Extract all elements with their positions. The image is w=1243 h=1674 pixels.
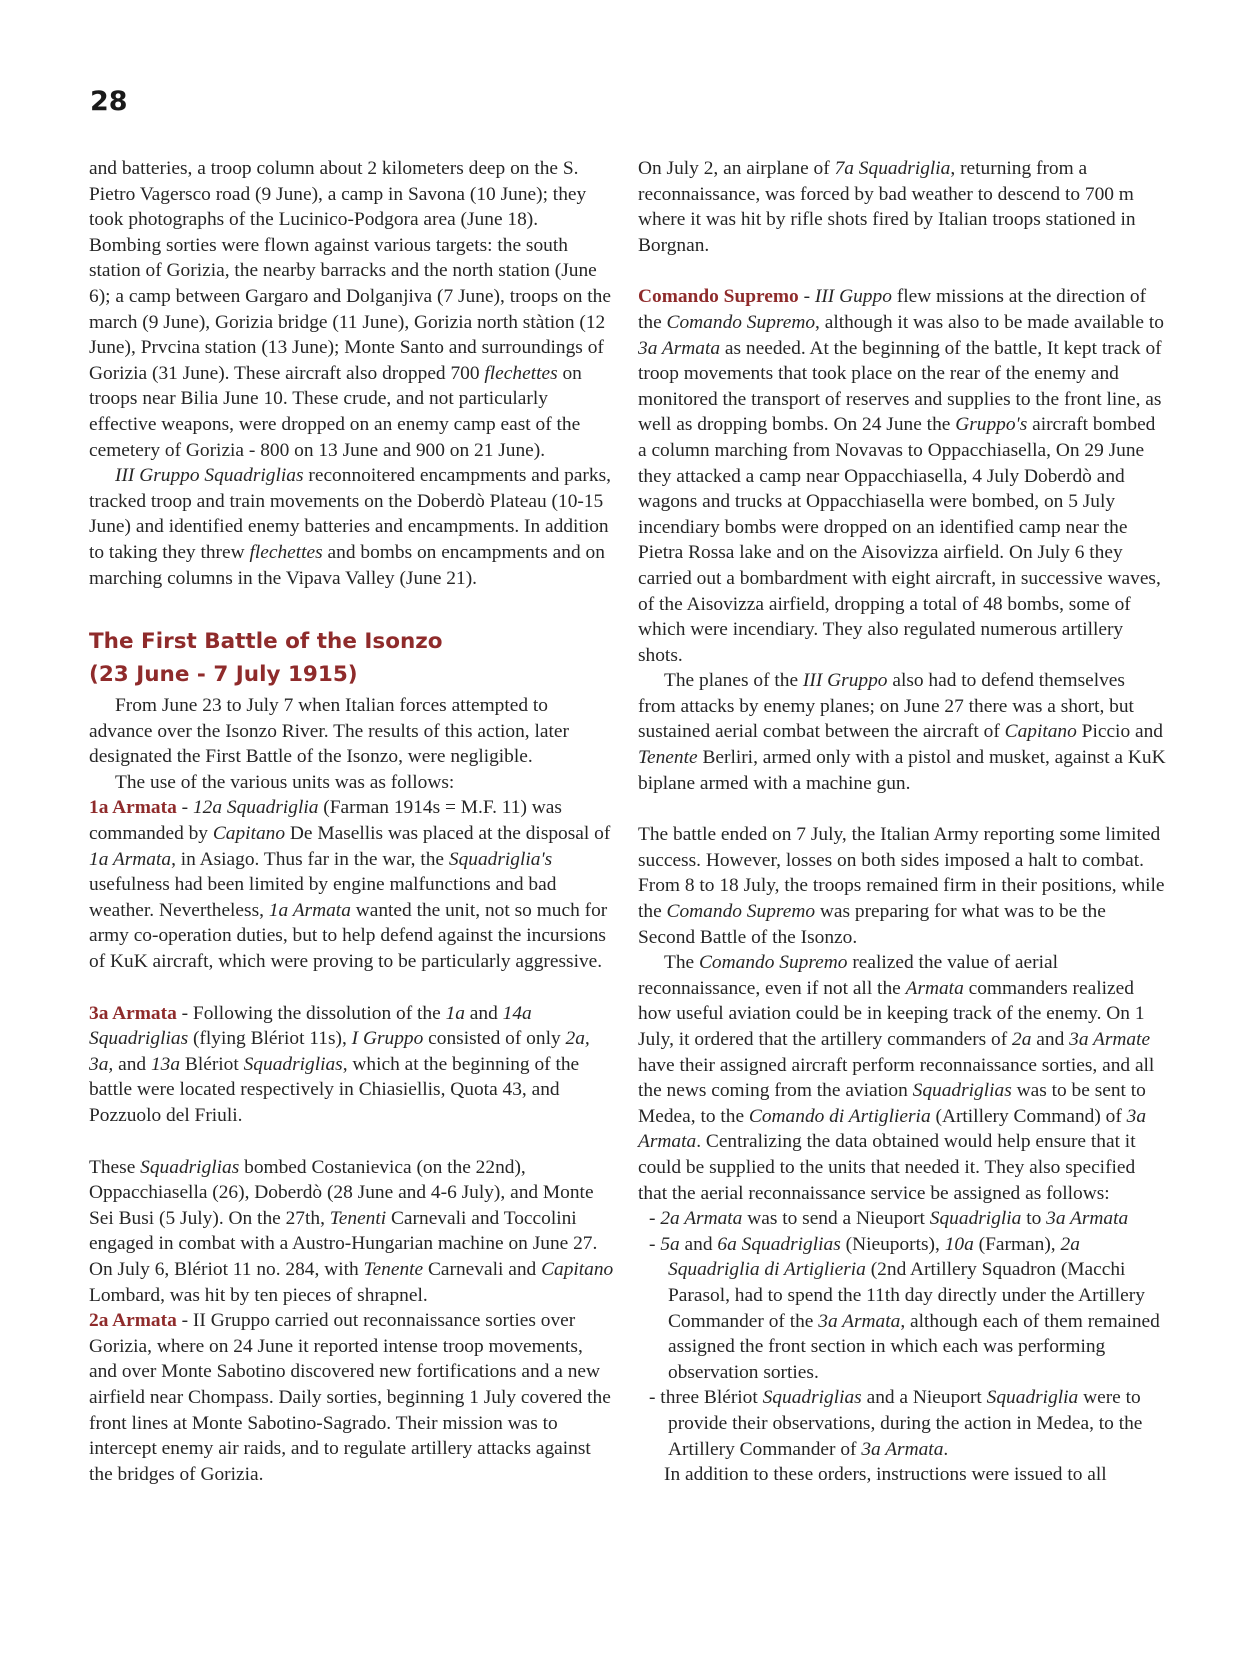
paragraph: The use of the various units was as follows: [115,771,455,793]
italic-term: Armata [905,977,964,999]
italic-term: Squadriglia [929,1208,1022,1230]
italic-term: III Gruppo [802,670,888,692]
italic-term: 3a Armata [638,1105,1147,1153]
italic-term: Tenenti [329,1207,387,1229]
italic-term: Squadriglias [912,1080,1012,1102]
italic-term: Squadriglia [986,1387,1079,1409]
right-column [638,156,1166,1488]
italic-term: 3a Armata [861,1438,944,1460]
italic-term: 1a [445,1002,465,1024]
italic-term: 6a Squadriglias [717,1233,841,1255]
section-heading-line: (23 June - 7 July 1915) [89,662,358,688]
italic-term: Squadriglias [762,1387,862,1409]
italic-term: 3a Armata [638,337,721,359]
section-heading [89,625,614,691]
italic-term: I Gruppo [351,1028,424,1050]
italic-term: Comando Supremo [666,901,816,923]
italic-term: 3a Armata [1046,1208,1129,1230]
italic-term: Capitano [1004,721,1077,743]
list-item: - 2a Armata was to send a Nieuport Squadriglia to 3a Armata [649,1208,1129,1230]
italic-term: 7a Squadriglia [834,158,951,179]
italic-term: Comando di Artiglieria [748,1105,931,1127]
italic-term: flechettes [249,541,323,563]
lead-label: 1a Armata [89,797,177,819]
paragraph: 1a Armata - 12a Squadriglia (Farman 1914s = M.F. 11) was commanded by Capitano De Masellis was placed at the disposal of 1a Armata, in Asiago. Thus far in the war, the Squadriglia's usefulness had been limited by engine malfunctions and bad weather. Nevertheless, 1a Armata wanted the unit, not so much for army co-operation duties, but to help defend against the incursions of KuK aircraft, which were proving to be particularly aggressive. [89,797,611,973]
section-heading-line: The First Battle of the Isonzo [89,629,443,655]
paragraph: The battle ended on 7 July, the Italian Army reporting some limited success. However, losses on both sides imposed a halt to combat. From 8 to 18 July, the troops remained firm in their positions, while the Comando Supremo was preparing for what was to be the Second Battle of the Isonzo. [638,824,1165,948]
paragraph: In addition to these orders, instructions were issued to all [664,1464,1107,1486]
left-column [89,156,614,1487]
list-item: - three Blériot Squadriglias and a Nieuport Squadriglia were to provide their observations, during the action in Medea, to the Artillery Commander of 3a Armata. [649,1387,1143,1460]
italic-term: 5a [660,1233,680,1255]
paragraph: 2a Armata - II Gruppo carried out reconnaissance sorties over Gorizia, where on 24 June it reported intense troop movements, and over Monte Sabotino discovered new fortifications and a new airfield near Chompass. Daily sorties, beginning 1 July covered the front lines at Monte Sabotino-Sagrado. Their mission was to intercept enemy air raids, and to regulate artillery attacks against the bridges of Gorizia. [89,1310,611,1485]
italic-term: 2a, 3a, [89,1028,590,1075]
list-item: - 5a and 6a Squadriglias (Nieuports), 10a (Farman), 2a Squadriglia di Artiglieria (2nd Artillery Squadron (Macchi Parasol, had to spend the 11th day directly under the Artillery Commander of the 3a Armata, although each of them remained assigned the front section in which each was performing observation sorties. [649,1233,1160,1383]
paragraph: and batteries, a troop column about 2 kilometers deep on the S. Pietro Vagersco road (9 June), a camp in Savona (10 June); they took photographs of the Lucinico-Podgora area (June 18). Bombing sorties were flown against various targets: the south station of Gorizia, the nearby barracks and the north station (June 6); a camp between Gargaro and Dolganjiva (7 June), troops on the march (9 June), Gorizia bridge (11 June), Gorizia north stàtion (12 June), Prvcina station (13 June); Monte Santo and surroundings of Gorizia (31 June). These aircraft also dropped 700 flechettes on troops near Bilia June 10. These crude, and not particularly effective weapons, were dropped on an enemy camp east of the cemetery of Gorizia - 800 on 13 June and 900 on 21 June). [89,158,611,461]
italic-term: Squadriglias [243,1053,343,1075]
lead-label: 3a Armata [89,1002,177,1024]
italic-term: 13a [150,1053,181,1075]
paragraph: The Comando Supremo realized the value of aerial reconnaissance, even if not all the Armata commanders realized how useful aviation could be in keeping track of the enemy. On 1 July, it ordered that the artillery commanders of 2a and 3a Armate have their assigned aircraft perform reconnaissance sorties, and all the news coming from the aviation Squadriglias was to be sent to Medea, to the Comando di Artiglieria (Artillery Command) of 3a Armata. Centralizing the data obtained would help ensure that it could be supplied to the units that needed it. They also specified that the aerial reconnaissance service be assigned as follows: [638,952,1155,1204]
italic-term: III Gruppo Squadriglias [115,465,304,487]
italic-term: III Guppo [814,286,892,308]
lead-label: Comando Supremo [638,286,799,308]
italic-term: flechettes [484,362,558,384]
italic-term: Tenente [638,747,698,769]
italic-term: 2a Armata [660,1208,743,1230]
italic-term: 2a [1012,1029,1032,1050]
italic-term: 3a Armata [818,1310,901,1332]
paragraph: 3a Armata - Following the dissolution of the 1a and 14a Squadriglias (flying Blériot 11s), I Gruppo consisted of only 2a, 3a, and 13a Blériot Squadriglias, which at the beginning of the battle were located respectively in Chiasiellis, Quota 43, and Pozzuolo del Friuli. [89,1002,590,1126]
italic-term: Squadriglias [140,1156,240,1178]
italic-term: 1a Armata [268,899,351,921]
paragraph: On July 2, an airplane of 7a Squadriglia, returning from a reconnaissance, was forced by bad weather to descend to 700 m where it was hit by rifle shots fired by Italian troops stationed in Borgnan. [638,158,1136,256]
italic-term: 14a Squadriglias [89,1002,532,1050]
italic-term: 3a Armate [1069,1029,1151,1050]
italic-term: Comando Supremo [699,952,848,974]
italic-term: 2a Squadriglia di Artiglieria [668,1233,1080,1281]
italic-term: Capitano [212,823,286,845]
italic-term: Squadriglia's [448,848,553,870]
italic-term: 12a Squadriglia [192,797,319,819]
italic-term: Capitano [541,1258,614,1280]
italic-term: 10a [944,1233,974,1255]
paragraph: Comando Supremo - III Guppo flew missions at the direction of the Comando Supremo, although it was also to be made available to 3a Armata as needed. At the beginning of the battle, It kept track of troop movements that took place on the rear of the enemy and monitored the transport of reserves and supplies to the front line, as well as dropping bombs. On 24 June the Gruppo's aircraft bombed a column marching from Novavas to Oppacchiasella, On 29 June they attacked a camp near Oppacchiasella, 4 July Doberdò and wagons and trucks at Oppacchiasella were bombed, on 5 July incendiary bombs were dropped on an identified camp near the Pietra Rossa lake and on the Aisovizza airfield. On July 6 they carried out a bombardment with eight aircraft, in successive waves, of the Aisovizza airfield, dropping a total of 48 bombs, some of which were incendiary. They also regulated numerous artillery shots. [638,286,1164,666]
paragraph: The planes of the III Gruppo also had to defend themselves from attacks by enemy planes; on June 27 there was a short, but sustained aerial combat between the aircraft of Capitano Piccio and Tenente Berliri, armed only with a pistol and musket, against a KuK biplane armed with a machine gun. [638,670,1166,794]
paragraph: From June 23 to July 7 when Italian forces attempted to advance over the Isonzo River. The results of this action, later designated the First Battle of the Isonzo, were negligible. [89,695,569,768]
italic-term: Gruppo's [955,414,1028,436]
paragraph: These Squadriglias bombed Costanievica (on the 22nd), Oppacchiasella (26), Doberdò (28 June and 4-6 July), and Monte Sei Busi (5 July). On the 27th, Tenenti Carnevali and Toccolini engaged in combat with a Austro-Hungarian machine on June 27. On July 6, Blériot 11 no. 284, with Tenente Carnevali and Capitano Lombard, was hit by ten pieces of shrapnel. [89,1156,614,1306]
lead-label: 2a Armata [89,1310,177,1332]
page-number: 28 [90,86,128,117]
italic-term: Tenente [363,1258,424,1280]
italic-term: 1a Armata [89,848,172,870]
paragraph: III Gruppo Squadriglias reconnoitered encampments and parks, tracked troop and train movements on the Doberdò Plateau (10-15 June) and identified enemy batteries and encampments. In addition to taking they threw flechettes and bombs on encampments and on marching columns in the Vipava Valley (June 21). [89,465,611,589]
italic-term: Comando Supremo [666,311,816,333]
